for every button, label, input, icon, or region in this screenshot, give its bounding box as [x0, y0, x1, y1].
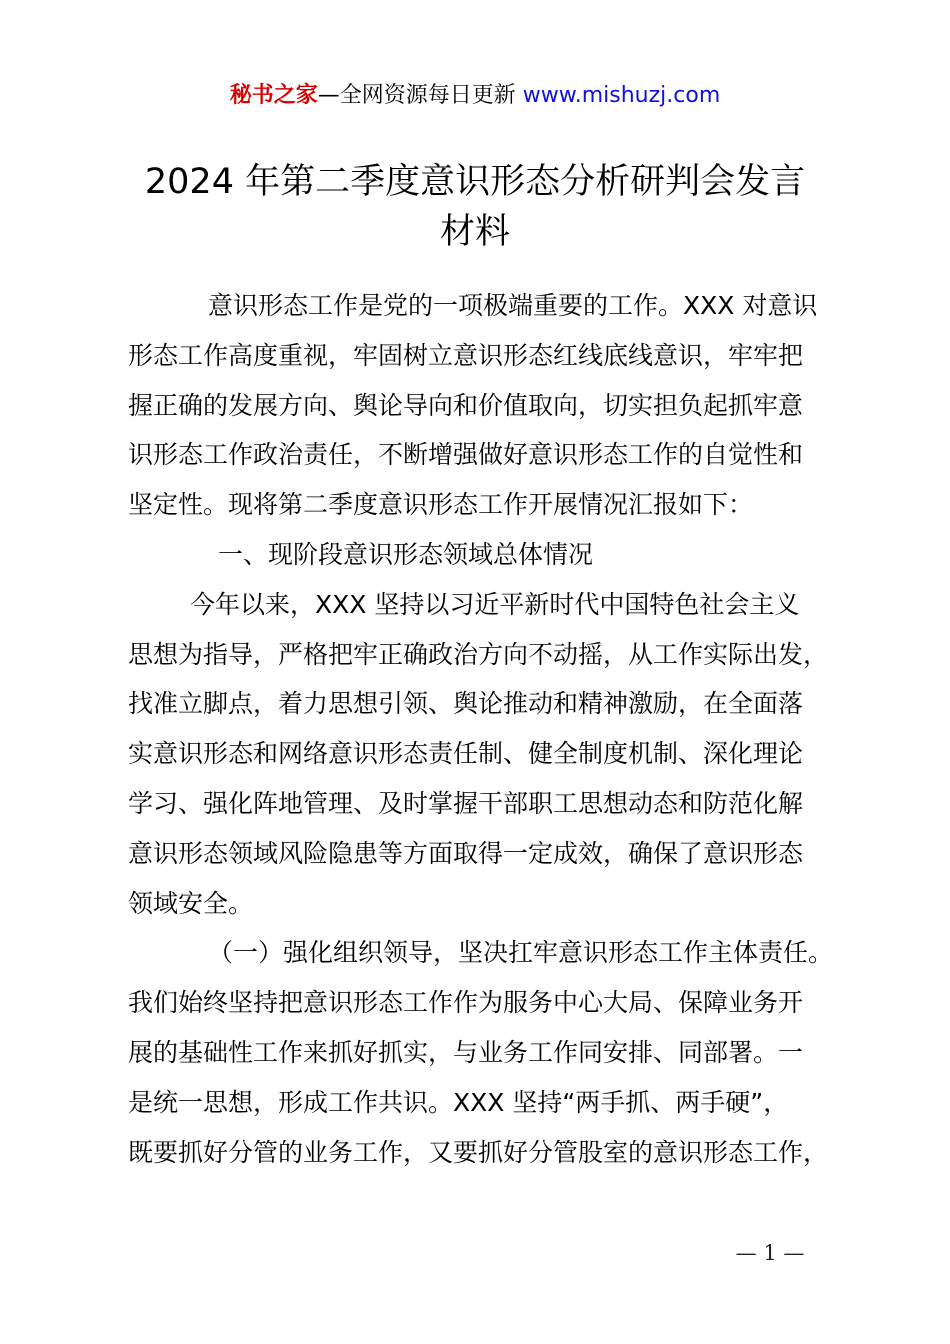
page-number: — 1 —: [735, 1241, 805, 1265]
paragraph-line: 意识形态领域风险隐患等方面取得一定成效，确保了意识形态: [128, 839, 804, 868]
site-brand: 秘书之家: [229, 83, 318, 108]
paragraph-line: 我们始终坚持把意识形态工作作为服务中心大局、保障业务开: [128, 988, 804, 1017]
paragraph-line: 是统一思想，形成工作共识。XXX 坚持“两手抓、两手硬”，: [128, 1088, 789, 1117]
document-title-line-1: 2024 年第二季度意识形态分析研判会发言: [144, 162, 806, 202]
paragraph-line: 握正确的发展方向、舆论导向和价值取向，切实担负起抓牢意: [128, 391, 804, 420]
paragraph-line: 意识形态工作是党的一项极端重要的工作。XXX 对意识: [208, 291, 818, 320]
subsection-heading: （一）强化组织领导，坚决扛牢意识形态工作主体责任。: [208, 938, 834, 967]
section-heading: 一、现阶段意识形态领域总体情况: [218, 540, 594, 569]
site-header: [0, 80, 950, 112]
site-url-link[interactable]: www.mishuzj.com: [522, 83, 721, 108]
paragraph-line: 形态工作高度重视，牢固树立意识形态红线底线意识，牢牢把: [128, 341, 804, 370]
paragraph-line: 实意识形态和网络意识形态责任制、健全制度机制、深化理论: [128, 739, 804, 768]
paragraph-line: 领域安全。: [128, 889, 254, 918]
paragraph-line: 既要抓好分管的业务工作，又要抓好分管股室的意识形态工作，: [128, 1138, 829, 1167]
paragraph-line: 今年以来，XXX 坚持以习近平新时代中国特色社会主义: [190, 590, 800, 619]
paragraph-line: 展的基础性工作来抓好抓实，与业务工作同安排、同部署。一: [128, 1038, 804, 1067]
site-tagline: —全网资源每日更新: [317, 83, 516, 108]
paragraph-line: 识形态工作政治责任，不断增强做好意识形态工作的自觉性和: [128, 440, 804, 469]
paragraph-line: 坚定性。现将第二季度意识形态工作开展情况汇报如下：: [128, 490, 754, 519]
paragraph-line: 思想为指导，严格把牢正确政治方向不动摇，从工作实际出发，: [128, 640, 829, 669]
paragraph-line: 学习、强化阵地管理、及时掌握干部职工思想动态和防范化解: [128, 789, 804, 818]
document-title-line-2: 材料: [439, 212, 510, 252]
paragraph-line: 找准立脚点，着力思想引领、舆论推动和精神激励，在全面落: [128, 689, 804, 718]
